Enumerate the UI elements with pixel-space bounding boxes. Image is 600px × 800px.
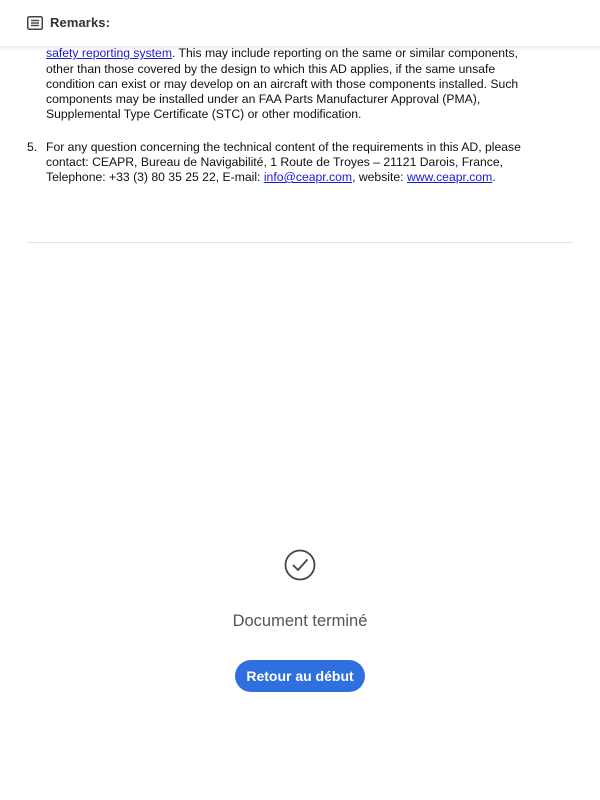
end-divider	[27, 242, 573, 243]
item5-end: .	[492, 170, 496, 184]
document-finished-message: Document terminé	[232, 612, 368, 630]
website-prefix: , website:	[352, 170, 407, 184]
item4-line3: condition can exist or may develop on an aircraft with those components installed. Such	[46, 77, 519, 91]
item5-line3-prefix: Telephone: +33 (3) 80 35 25 22, E-mail:	[46, 170, 264, 184]
back-to-start-button[interactable]: Retour au début	[235, 660, 365, 692]
header-title: Remarks:	[50, 15, 111, 30]
remarks-header	[0, 0, 600, 46]
item5-number: 5.	[27, 140, 38, 154]
item5-line3	[46, 170, 496, 186]
item4-line4: components may be installed under an FAA Parts Manufacturer Approval (PMA),	[46, 92, 481, 106]
safety-reporting-link[interactable]: safety reporting system	[46, 46, 172, 60]
item5-line2: contact: CEAPR, Bureau de Navigabilité, 1 Route de Troyes – 21121 Darois, France,	[46, 155, 504, 169]
document-list-icon	[27, 16, 43, 30]
item4-line5: Supplemental Type Certificate (STC) or other modification.	[46, 107, 362, 121]
item4-line2: other than those covered by the design to which this AD applies, if the same unsafe	[46, 62, 496, 76]
email-link[interactable]: info@ceapr.com	[263, 170, 353, 184]
item4-line1	[46, 46, 518, 62]
item5-line1: For any question concerning the technical content of the requirements in this AD, please	[46, 140, 521, 154]
item4-line1-text: . This may include reporting on the same or similar components,	[172, 46, 518, 60]
website-link[interactable]: www.ceapr.com	[406, 170, 493, 184]
check-circle-icon	[284, 549, 316, 581]
